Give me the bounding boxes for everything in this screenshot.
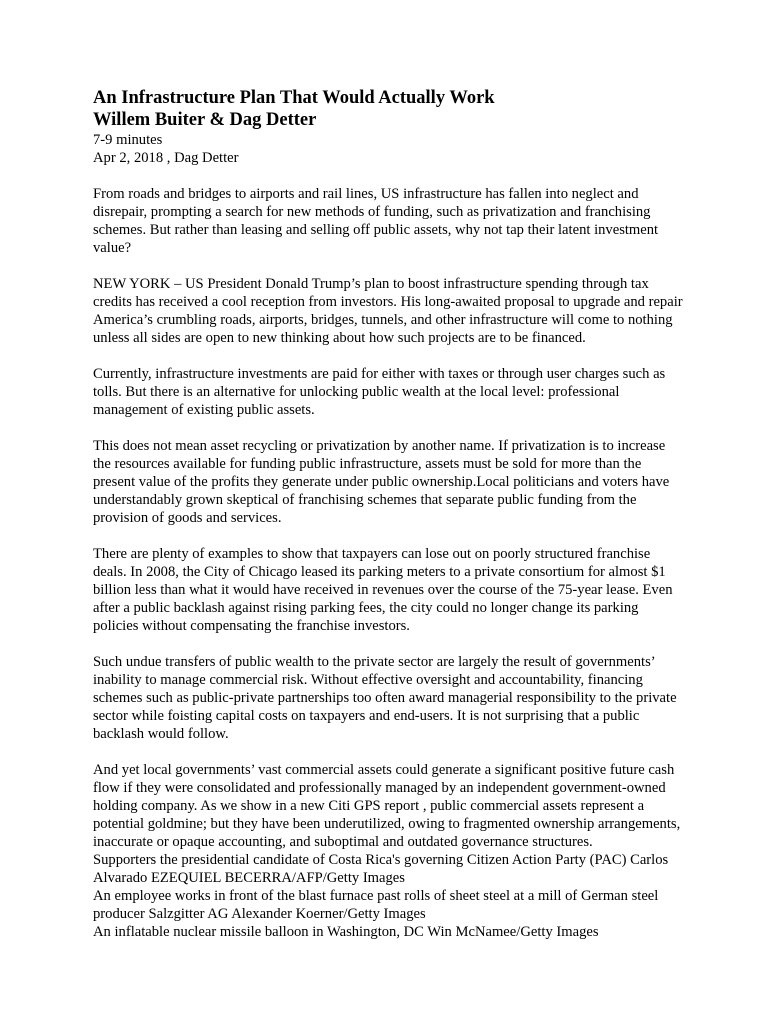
image-caption-missile-balloon: An inflatable nuclear missile balloon in Washington, DC Win McNamee/Getty Images [93,924,599,940]
article-authors: Willem Buiter & Dag Detter [93,110,317,130]
paragraph-current-funding: Currently, infrastructure investments are paid for either with taxes or through user charges such as tolls. But there is an alternative for unlocking public wealth at the local level: professional management of existing public assets. [93,366,666,418]
paragraph-wealth-transfer: Such undue transfers of public wealth to the private sector are largely the result of governments’ inability to manage commercial risk. Without effective oversight and accountability, financing schemes such as public-private partnerships too often award managerial responsibility to the private sector while foisting capital costs on taxpayers and end-users. It is not surprising that a public backlash would follow. [93,654,677,742]
paragraph-chicago-example: There are plenty of examples to show that taxpayers can lose out on poorly structured franchise deals. In 2008, the City of Chicago leased its parking meters to a private consortium for almost $1 billion less than what it would have received in revenues over the course of the 75-year lease. Even after a public backlash against rising parking fees, the city could no longer change its parking policies without compensating the franchise investors. [93,546,673,634]
paragraph-commercial-assets: And yet local governments’ vast commercial assets could generate a significant positive future cash flow if they were consolidated and professionally managed by an independent government-owned holding company. As we show in a new Citi GPS report , public commercial assets represent a potential goldmine; but they have been underutilized, owing to fragmented ownership arrangements, inaccurate or opaque accounting, and suboptimal and outdated governance structures. [93,762,681,850]
paragraph-privatization: This does not mean asset recycling or privatization by another name. If privatization is to increase the resources available for funding public infrastructure, assets must be sold for more than the present value of the profits they generate under public ownership.Local politicians and voters have understandably grown skeptical of franchising schemes that separate public funding from the provision of goods and services. [93,438,670,526]
article-title: An Infrastructure Plan That Would Actually Work [93,88,495,108]
image-caption-costa-rica: Supporters the presidential candidate of Costa Rica's governing Citizen Action Party (PAC) Carlos Alvarado EZEQUIEL BECERRA/AFP/Getty Images [93,852,669,886]
image-caption-steel-mill: An employee works in front of the blast furnace past rolls of sheet steel at a mill of German steel producer Salzgitter AG Alexander Koerner/Getty Images [93,888,659,922]
article-page [93,87,681,941]
paragraph-intro: NEW YORK – US President Donald Trump’s plan to boost infrastructure spending through tax credits has received a cool reception from investors. His long-awaited proposal to upgrade and repair America’s crumbling roads, airports, bridges, tunnels, and other infrastructure will come to nothing unless all sides are open to new thinking about how such projects are to be financed. [93,276,683,346]
date-line: Apr 2, 2018 , Dag Detter [93,150,239,166]
paragraph-summary: From roads and bridges to airports and rail lines, US infrastructure has fallen into neglect and disrepair, prompting a search for new methods of funding, such as privatization and franchising schemes. But rather than leasing and selling off public assets, why not tap their latent investment value? [93,186,659,256]
read-time: 7-9 minutes [93,132,163,148]
